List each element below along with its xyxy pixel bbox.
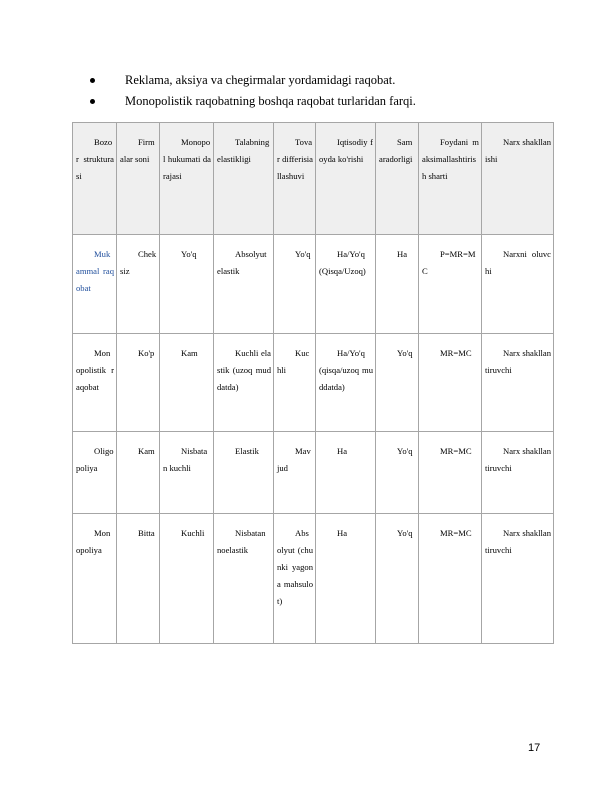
table-row [73,334,554,432]
header-cell: Narx shakllanishi [482,123,554,235]
page-number: 17 [528,742,541,754]
table-cell: Kuchli elastik (uzoq muddatda) [214,334,274,432]
table-cell: Kam [117,432,160,514]
table-cell: Yo'q [376,432,419,514]
table-row [73,514,554,644]
table-cell: Kuchli [160,514,214,644]
bullet-item [90,70,560,91]
bullet-list [90,70,560,112]
header-cell: Iqtisodiy foyda ko'rishi [316,123,376,235]
table-cell: Oligopoliya [73,432,117,514]
table-cell: Ha [316,514,376,644]
table-cell: Ha/Yo'q (Qisqa/Uzoq) [316,235,376,334]
bullet-text: Monopolistik raqobatning boshqa raqobat turlaridan farqi. [125,94,416,108]
table-cell: MR=MC [419,432,482,514]
table-cell: Yo'q [160,235,214,334]
row-title-link: Mukammal raqobat [76,249,114,293]
table-cell: P=MR=MC [419,235,482,334]
table-cell: Yo'q [376,514,419,644]
table-cell: Mavjud [274,432,316,514]
table-cell: Cheksiz [117,235,160,334]
table-cell: Absolyut elastik [214,235,274,334]
header-cell: Firmalar soni [117,123,160,235]
table-cell: Bitta [117,514,160,644]
table-cell: Ha [316,432,376,514]
table-cell: Ko'p [117,334,160,432]
table-cell: MR=MC [419,514,482,644]
table-cell: Narx shakllantiruvchi [482,334,554,432]
table-cell: Ha/Yo'q (qisqa/uzoq muddatda) [316,334,376,432]
table-cell: Elastik [214,432,274,514]
bullet-text: Reklama, aksiya va chegirmalar yordamidagi raqobat. [125,73,396,87]
table-cell: Kam [160,334,214,432]
header-cell: Monopol hukumati darajasi [160,123,214,235]
header-cell: Samaradorligi [376,123,419,235]
table-cell: Narx shakllantiruvchi [482,432,554,514]
table-row [73,235,554,334]
market-structure-table [72,122,554,644]
table-cell: Monopolistik raqobat [73,334,117,432]
bullet-item [90,91,560,112]
table-cell: Narxni oluvchi [482,235,554,334]
table-row [73,432,554,514]
bullet-dot-icon [90,78,95,83]
table-cell: Yo'q [376,334,419,432]
header-cell: Bozor strukturasi [73,123,117,235]
table-cell: Monopoliya [73,514,117,644]
table-header-row [73,123,554,235]
table-cell: Yo'q [274,235,316,334]
header-cell: Tovar differisiallashuvi [274,123,316,235]
bullet-dot-icon [90,99,95,104]
header-cell: Talabning elastikligi [214,123,274,235]
header-cell: Foydani maksimallashtirish sharti [419,123,482,235]
table-cell [73,235,117,334]
table-cell: Absolyut (chunki yagona mahsulot) [274,514,316,644]
table-cell: Narx shakllantiruvchi [482,514,554,644]
table-cell: Ha [376,235,419,334]
table-cell: Nisbatan kuchli [160,432,214,514]
table-cell: Nisbatan noelastik [214,514,274,644]
table-cell: MR=MC [419,334,482,432]
table-cell: Kuchli [274,334,316,432]
